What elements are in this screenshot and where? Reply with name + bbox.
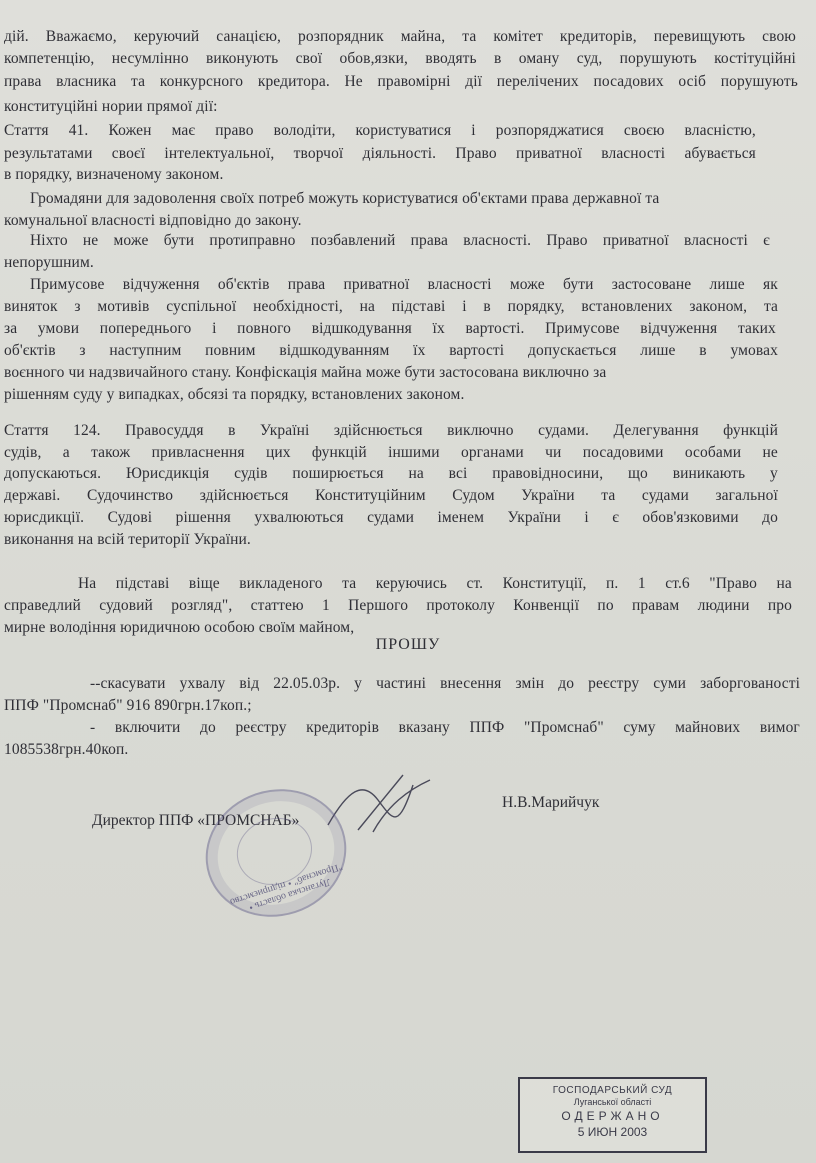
word: костітуційні [714,50,796,67]
text-line [30,276,778,294]
word: користуватися [355,122,452,139]
text-line [4,212,816,230]
court-stamp-date: 5 ИЮН 2003 [577,1125,648,1139]
word: справедлий [4,597,81,614]
word: власності [601,145,666,162]
word: Правосуддя [125,422,204,439]
word: інтелектуальної, [164,145,275,162]
word: іменем [437,509,485,526]
word: 41. [68,122,89,139]
text-line [4,697,816,715]
word: вказану [398,719,450,736]
word: майнових [675,719,741,736]
word: здійснюється [199,487,289,504]
word: Першого [348,597,409,614]
word: та [131,73,146,90]
text-line [4,364,816,382]
word: від [239,675,260,692]
word: 1 [637,575,646,592]
word: державі. [4,487,61,504]
word: і [584,509,589,526]
word: конституційні нории прямої дії: [4,98,218,115]
word: на [408,465,424,482]
word: ухвалу [179,675,226,692]
word: Юрисдикція [125,465,210,482]
word: розгляд", [171,597,233,614]
word: приватної [602,232,669,249]
petition-heading: ПРОШУ [375,636,441,653]
signatory-name: Н.В.Марийчук [502,794,600,811]
word: комунальної власності відповідно до закону. [4,212,302,229]
word: права [410,232,448,249]
text-line [4,465,778,483]
word: заборгованості [700,675,800,692]
word: необхідності, [253,298,343,315]
word: привласнення [151,444,245,461]
word: Ніхто [30,232,68,249]
word: ст. [466,575,484,592]
word: суспільної [166,298,237,315]
word: майна, [400,28,446,45]
word: дії [465,73,483,90]
word: Стаття [4,122,49,139]
word: ст.6 [665,575,690,592]
text-line [4,444,778,462]
word: санацією, [216,28,282,45]
word: до [200,719,216,736]
word: порушують [720,73,798,90]
word: та [601,487,616,504]
word: та [342,575,357,592]
word: має [171,122,196,139]
word: до [762,509,778,526]
word: може [509,276,545,293]
word: власника [56,73,117,90]
court-stamp-line1: ГОСПОДАРСЬКИЙ СУД [552,1085,673,1096]
word: таких [737,320,776,337]
word: позбавлений [310,232,396,249]
word: органами [460,444,524,461]
word: не [82,232,99,249]
word: 22.05.03р. [273,675,341,692]
court-received-stamp [518,1077,707,1153]
word: розпорядник [298,28,384,45]
text-line [30,190,816,208]
word: власності [427,276,492,293]
word: Конвенції [513,597,580,614]
text-line [4,98,816,116]
word: виконання на всій території України. [4,531,251,548]
word: оману [518,50,560,67]
word: повним [205,342,256,359]
word: абувається [684,145,756,162]
word: перелічених [496,73,579,90]
text-line [4,597,792,615]
word: правам [631,597,680,614]
word: і [212,320,217,337]
word: суд, [576,50,603,67]
court-stamp-line3: ОДЕРЖАНО [561,1109,664,1123]
word: людини [697,597,750,614]
text-line [78,575,792,593]
word: відшкодуванням [279,342,390,359]
word: реєстру [588,675,640,692]
word: конкурсного [159,73,244,90]
word: обов,язки, [339,50,409,67]
word: віще [188,575,220,592]
word: бути [563,276,594,293]
word: своєю [623,122,665,139]
word: з [74,298,81,315]
word: результатами [4,145,93,162]
word: Конституції, [502,575,587,592]
word: як [763,276,778,293]
word: статтею [250,597,304,614]
word: в порядку, визначеному законом. [4,166,224,183]
word: осіб [678,73,707,90]
word: воєнного чи надзвичайного стану. Конфіскація майна може бути застосована виключно за [4,364,607,381]
word: бути [163,232,195,249]
word: Судові [107,509,153,526]
word: і [462,298,467,315]
word: підставі [115,575,170,592]
word: до [558,675,575,692]
word: приватної [516,145,582,162]
text-line [4,166,816,184]
text-line [4,531,816,549]
word: судів, [4,444,42,461]
word: правовідносини, [492,465,604,482]
word: внесення [440,675,502,692]
word: вартості [449,342,505,359]
word: комітет [493,28,543,45]
word: Право [455,145,497,162]
word: лише [640,342,676,359]
word: відчуження [122,276,200,293]
word: --скасувати [90,675,166,692]
word: Стаття [4,422,49,439]
word: попереднього [99,320,192,337]
word: також [91,444,131,461]
word: у [770,465,778,482]
text-line [4,73,798,91]
word: вимог [759,719,800,736]
word: всі [448,465,468,482]
word: рішенням суду у випадках, обсязі та порядку, встановлених законом. [4,386,465,403]
seal-text: Луганська область • "Промснаб" • підприємство [228,860,344,913]
word: Судом [452,487,495,504]
word: виконують [206,50,279,67]
word: дій. [4,28,29,45]
word: включити [114,719,181,736]
word: посадовими [582,444,664,461]
word: є [612,509,619,526]
word: судами [367,509,415,526]
word: про [767,597,792,614]
word: протоколу [426,597,495,614]
word: кредиторів, [559,28,637,45]
word: творчої [293,145,344,162]
word: допускаються. [4,465,102,482]
word: за [4,320,18,337]
text-line [4,386,816,404]
word: суму [623,719,656,736]
text-line [4,509,778,527]
word: власністю, [684,122,756,139]
word: діяльності. [362,145,437,162]
word: в [228,422,236,439]
word: особами [684,444,742,461]
word: розпоряджатися [495,122,604,139]
text-line [4,28,796,46]
word: умови [37,320,80,337]
word: встановлених [581,298,673,315]
word: права [287,276,326,293]
word: повного [237,320,292,337]
word: володіти, [273,122,336,139]
word: своєї [111,145,146,162]
word: загальної [715,487,778,504]
word: лише [709,276,745,293]
word: з [79,342,86,359]
text-line [90,719,800,737]
word: порядку, [507,298,565,315]
word: застосоване [611,276,692,293]
word: мотивів [97,298,150,315]
word: судовий [99,597,153,614]
word: юрисдикції. [4,509,85,526]
word: чи [545,444,562,461]
word: ППФ "Промснаб" 916 890грн.17коп.; [4,697,252,714]
word: на [359,298,375,315]
word: 124. [73,422,101,439]
word: наступним [109,342,182,359]
word: керуючись [375,575,447,592]
word: викладеного [239,575,323,592]
word: кредитора. [257,73,330,90]
word: їх [413,342,426,359]
word: Примусове [30,276,105,293]
word: їх [432,320,445,337]
word: відчуження [640,320,718,337]
word: рішення [175,509,231,526]
word: виникають [672,465,746,482]
word: судами [641,487,689,504]
word: що [628,465,648,482]
word: допускається [528,342,617,359]
word: в [494,50,502,67]
word: законом, [689,298,748,315]
word: об'єктів [217,276,270,293]
word: здійснюється [333,422,423,439]
word: суми [653,675,687,692]
word: виключно [447,422,514,439]
word: "Промснаб" [523,719,604,736]
text-line [4,298,778,316]
word: - [90,719,96,736]
word: Примусове [545,320,620,337]
word: і [471,122,476,139]
text-line [4,320,776,338]
word: власності. [463,232,532,249]
word: свою [762,28,796,45]
word: по [597,597,614,614]
word: в [699,342,707,359]
word: функцій [311,444,367,461]
text-line [4,741,816,759]
text-line [30,232,770,250]
word: цих [265,444,291,461]
word: умовах [730,342,778,359]
text-line [4,619,816,637]
word: на [776,575,792,592]
word: протиправно [209,232,296,249]
word: підставі [391,298,446,315]
text-line [4,145,756,163]
word: кредиторів [306,719,379,736]
word: а [62,444,70,461]
word: ППФ [469,719,505,736]
word: Конституційним [315,487,426,504]
word: Не [344,73,363,90]
word: відшкодування [311,320,412,337]
word: п. [606,575,619,592]
word: змін [515,675,545,692]
word: компетенцію, [4,50,95,67]
word: несумлінно [111,50,189,67]
word: частині [376,675,427,692]
word: "Право [709,575,757,592]
word: порушують [619,50,697,67]
word: Громадяни для задоволення своїх потреб можуть користуватися об'єктами права державної та [30,190,660,207]
word: обов'язковими [642,509,739,526]
word: не [762,444,778,461]
word: в [483,298,491,315]
word: Кожен [108,122,152,139]
word: Вважаємо, [45,28,117,45]
word: функцій [723,422,778,439]
word: об'єктів [4,342,56,359]
word: перевищують [653,28,746,45]
text-line [4,422,778,440]
word: 1085538грн.40коп. [4,741,129,758]
word: мирне володіння юридичною особою своїм майном, [4,619,355,636]
word: свої [295,50,323,67]
court-stamp-line2: Луганської області [573,1097,652,1107]
word: України [507,509,561,526]
word: поширюється [292,465,384,482]
word: 1 [321,597,330,614]
word: непорушним. [4,254,94,271]
text-line [4,122,756,140]
word: у [354,675,363,692]
text-line [4,50,796,68]
word: іншими [388,444,440,461]
word: реєстру [235,719,287,736]
word: Україні [260,422,310,439]
word: Право [546,232,588,249]
word: може [113,232,149,249]
word: права [4,73,42,90]
word: ухвалюються [254,509,344,526]
text-line [90,675,800,693]
word: власності [684,232,748,249]
word: судами. [538,422,590,439]
word: приватної [343,276,410,293]
text-line [4,487,778,505]
text-line [4,254,816,272]
signatory-title: Директор ППФ «ПРОМСНАБ» [92,812,300,829]
word: є [763,232,770,249]
word: України [521,487,575,504]
word: та [462,28,477,45]
word: вводять [425,50,477,67]
word: На [78,575,97,592]
word: правомірні [377,73,451,90]
word: керуючий [133,28,200,45]
word: Судочинство [87,487,174,504]
word: посадових [593,73,664,90]
word: та [763,298,778,315]
word: Делегування [613,422,699,439]
word: вартості. [465,320,525,337]
word: виняток [4,298,58,315]
word: судів [234,465,268,482]
text-line [4,342,778,360]
word: право [215,122,254,139]
